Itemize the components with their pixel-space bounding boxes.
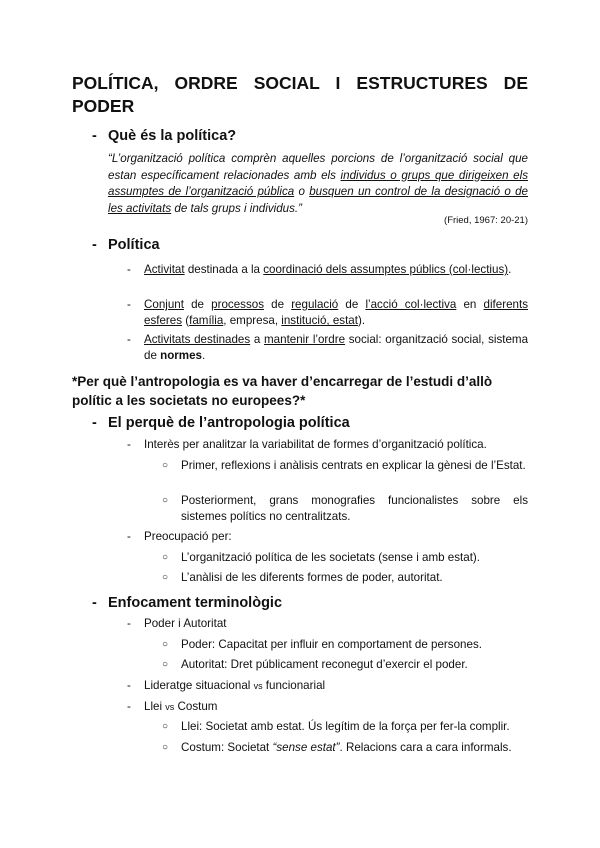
sub-list-item: L’anàlisi de les diferents formes de poder, autoritat. [181, 571, 443, 584]
title-line-2: PODER [72, 96, 135, 116]
list-dash: - [127, 530, 131, 543]
circle-bullet-icon: ○ [162, 639, 169, 650]
list-item: Preocupació per: [144, 530, 232, 543]
sub-list-item: L’organització política de les societats (sense i amb estat). [181, 551, 481, 564]
heading-que-es-la-politica: Què és la política? [108, 128, 237, 144]
list-dash: - [127, 617, 131, 630]
sub-list-item: Llei: Societat amb estat. Ús legítim de la força per fer-la complir. [181, 720, 510, 733]
circle-bullet-icon: ○ [162, 552, 169, 563]
document-title [72, 72, 528, 118]
sub-list-item: Poder: Capacitat per influir en comportament de persones. [181, 638, 482, 651]
list-dash: - [127, 438, 131, 451]
list-item: Interès per analitzar la variabilitat de formes d’organització política. [144, 438, 487, 451]
section-dash: - [92, 237, 97, 253]
list-item: Activitat destinada a la coordinació dels assumptes públics (col·lectius). [144, 263, 512, 276]
list-item: Conjunt de processos de regulació de l’acció col·lectiva en diferents esferes (família, empresa, institució, estat). [144, 298, 528, 327]
circle-bullet-icon: ○ [162, 572, 169, 583]
list-dash: - [127, 298, 131, 311]
heading-enfocament-terminologic: Enfocament terminològic [108, 595, 283, 611]
list-item: Activitats destinades a mantenir l’ordre social: organització social, sistema de normes. [144, 333, 529, 362]
list-dash: - [127, 333, 131, 346]
sub-list-item: Primer, reflexions i anàlisis centrats en explicar la gènesi de l’Estat. [181, 459, 526, 472]
sub-list-item: Posteriorment, grans monografies funcionalistes sobre els sistemes polítics no centralitzats. [181, 494, 528, 523]
circle-bullet-icon: ○ [162, 742, 169, 753]
circle-bullet-icon: ○ [162, 721, 169, 732]
circle-bullet-icon: ○ [162, 460, 169, 471]
section-dash: - [92, 415, 97, 431]
section-dash: - [92, 595, 97, 611]
sub-list-item: Autoritat: Dret públicament reconegut d’exercir el poder. [181, 658, 468, 671]
citation: (Fried, 1967: 20-21) [444, 215, 528, 226]
sub-list-item: Costum: Societat “sense estat”. Relacions cara a cara informals. [181, 741, 512, 754]
list-item: Poder i Autoritat [144, 617, 227, 630]
section-dash: - [92, 128, 97, 144]
circle-bullet-icon: ○ [162, 495, 169, 506]
heading-perque-antropologia: El perquè de l’antropologia política [108, 415, 350, 431]
circle-bullet-icon: ○ [162, 659, 169, 670]
title-line-1: POLÍTICA, ORDRE SOCIAL I ESTRUCTURES DE [72, 73, 528, 93]
list-item: Lideratge situacional vs funcionarial [144, 679, 326, 692]
heading-politica: Política [108, 237, 160, 253]
list-item: Llei vs Costum [144, 700, 218, 713]
question-heading: *Per què l’antropologia es va haver d’encarregar de l’estudi d’allò polític a les societats no europees?* [72, 374, 493, 408]
fried-quote: “L’organització política comprèn aquelles porcions de l’organització social que estan específicament relacionades amb els individus o grups que dirigeixen els assumptes de l’organització pública o busquen un control de la designació o de les activitats de tals grups i individus.” [108, 152, 529, 215]
list-dash: - [127, 700, 131, 713]
list-dash: - [127, 263, 131, 276]
list-dash: - [127, 679, 131, 692]
